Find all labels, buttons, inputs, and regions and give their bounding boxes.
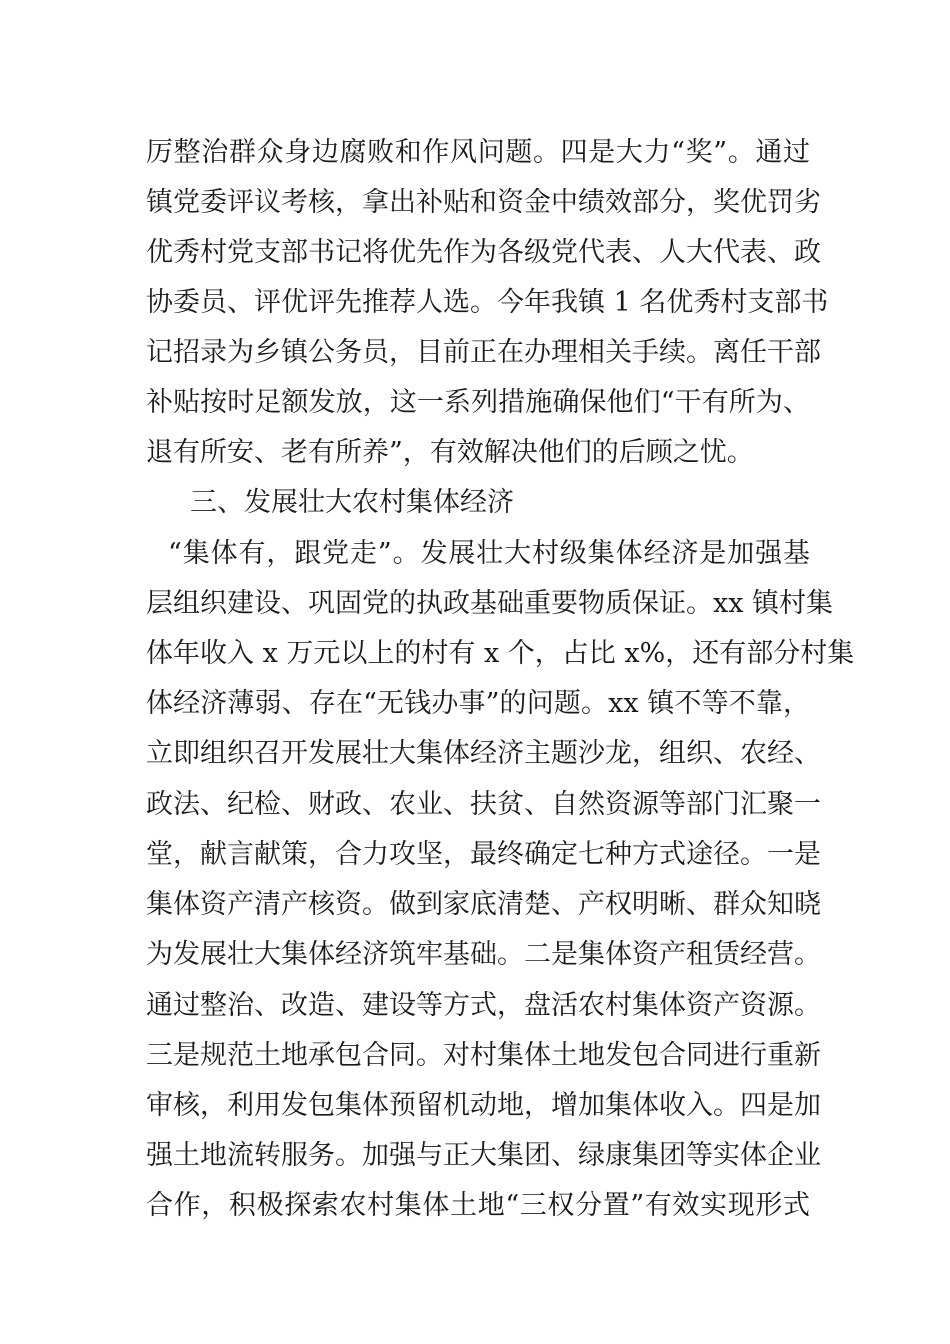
paragraph-line: 三是规范土地承包合同。对村集体土地发包合同进行重新 bbox=[146, 1040, 821, 1071]
paragraph-line: 堂，献言献策，合力攻坚，最终确定七种方式途径。一是 bbox=[146, 839, 821, 870]
paragraph-line: 体年收入 x 万元以上的村有 x 个，占比 x%，还有部分村集 bbox=[146, 638, 855, 669]
paragraph-line: 体经济薄弱、存在“无钱办事”的问题。xx 镇不等不靠， bbox=[146, 688, 810, 719]
paragraph-line: 为发展壮大集体经济筑牢基础。二是集体资产租赁经营。 bbox=[146, 939, 821, 970]
paragraph-line: 镇党委评议考核，拿出补贴和资金中绩效部分，奖优罚劣 bbox=[146, 187, 821, 218]
paragraph-line: 通过整治、改造、建设等方式，盘活农村集体资产资源。 bbox=[146, 990, 821, 1021]
paragraph-line: 立即组织召开发展壮大集体经济主题沙龙，组织、农经、 bbox=[146, 738, 821, 769]
paragraph-line: 层组织建设、巩固党的执政基础重要物质保证。xx 镇村集 bbox=[146, 588, 834, 619]
paragraph-line: 协委员、评优评先推荐人选。今年我镇 1 名优秀村支部书 bbox=[146, 287, 829, 318]
paragraph-line: 退有所安、老有所养”，有效解决他们的后顾之忧。 bbox=[146, 437, 754, 468]
paragraph-line: 强土地流转服务。加强与正大集团、绿康集团等实体企业 bbox=[146, 1140, 821, 1171]
section-heading: 三、发展壮大农村集体经济 bbox=[190, 487, 514, 518]
paragraph-line: 审核，利用发包集体预留机动地，增加集体收入。四是加 bbox=[146, 1090, 821, 1121]
paragraph-line: 补贴按时足额发放，这一系列措施确保他们“干有所为、 bbox=[146, 387, 810, 418]
paragraph-line: 政法、纪检、财政、农业、扶贫、自然资源等部门汇聚一 bbox=[146, 789, 821, 820]
paragraph-line: 厉整治群众身边腐败和作风问题。四是大力“奖”。通过 bbox=[146, 137, 810, 168]
paragraph-line: 记招录为乡镇公务员，目前正在办理相关手续。离任干部 bbox=[146, 337, 821, 368]
paragraph-line: 优秀村党支部书记将优先作为各级党代表、人大代表、政 bbox=[146, 237, 821, 268]
paragraph-line: “集体有，跟党走”。发展壮大村级集体经济是加强基 bbox=[168, 538, 810, 569]
paragraph-line: 集体资产清产核资。做到家底清楚、产权明晰、群众知晓 bbox=[146, 889, 821, 920]
paragraph-line: 合作，积极探索农村集体土地“三权分置”有效实现形式 bbox=[146, 1190, 810, 1221]
